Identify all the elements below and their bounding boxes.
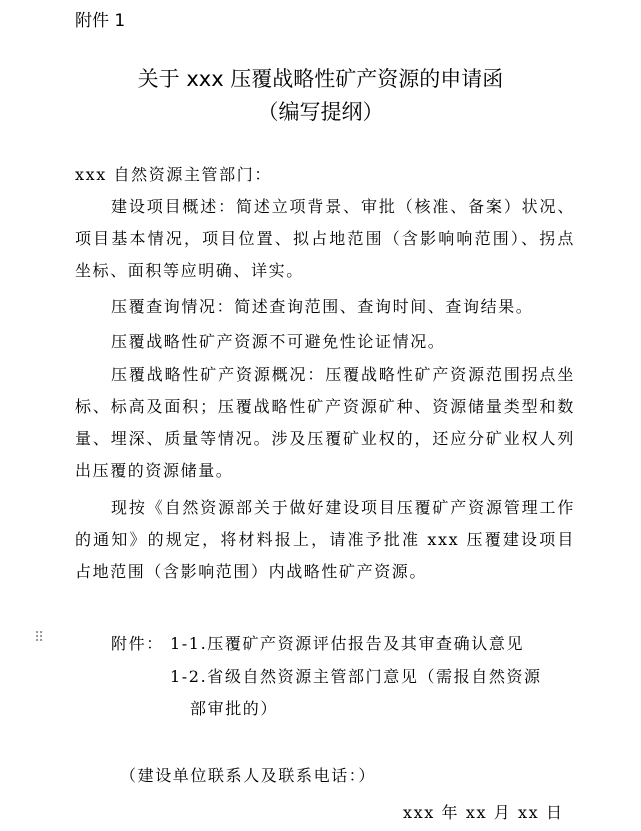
document-subtitle: （编写提纲） — [257, 100, 384, 124]
attachment-item-1: 1-1.压覆矿产资源评估报告及其审查确认意见 — [170, 634, 525, 653]
attachments-label: 附件： — [111, 634, 164, 653]
paragraph-unavoidability: 压覆战略性矿产资源不可避免性论证情况。 — [111, 332, 446, 351]
attachment-item-2-line2: 部审批的） — [190, 699, 279, 718]
paragraph-query-status: 压覆查询情况：简述查询范围、查询时间、查询结果。 — [111, 297, 534, 316]
paragraph-resource-overview: 压覆战略性矿产资源概况：压覆战略性矿产资源范围拐点坐标、标高及面积；压覆战略性矿产资源矿种、资源储量类型和数量、埋深、质量等情况。涉及压覆矿业权的，还应分矿业权人列出压覆的资源储量。 — [75, 365, 575, 480]
paragraph-request: 现按《自然资源部关于做好建设项目压覆矿产资源管理工作的通知》的规定，将材料报上，请准予批准 xxx 压覆建设项目占地范围（含影响范围）内战略性矿产资源。 — [75, 498, 575, 581]
attachment-item-2-line1: 1-2.省级自然资源主管部门意见（需报自然资源 — [170, 667, 542, 686]
salutation: xxx 自然资源主管部门： — [75, 165, 272, 184]
attachment-number: 附件 1 — [75, 11, 126, 31]
contact-info: （建设单位联系人及联系电话：） — [120, 766, 377, 785]
attachment-item-2 — [170, 661, 575, 725]
drag-handle-icon[interactable]: ⠿ — [34, 630, 45, 646]
paragraph-project-overview: 建设项目概述：简述立项背景、审批（核准、备案）状况、项目基本情况，项目位置、拟占地范围（含影响响范围）、拐点坐标、面积等应明确、详实。 — [75, 197, 575, 280]
document-date: xxx 年 xx 月 xx 日 — [403, 803, 564, 822]
document-title: 关于 xxx 压覆战略性矿产资源的申请函 — [137, 67, 504, 91]
